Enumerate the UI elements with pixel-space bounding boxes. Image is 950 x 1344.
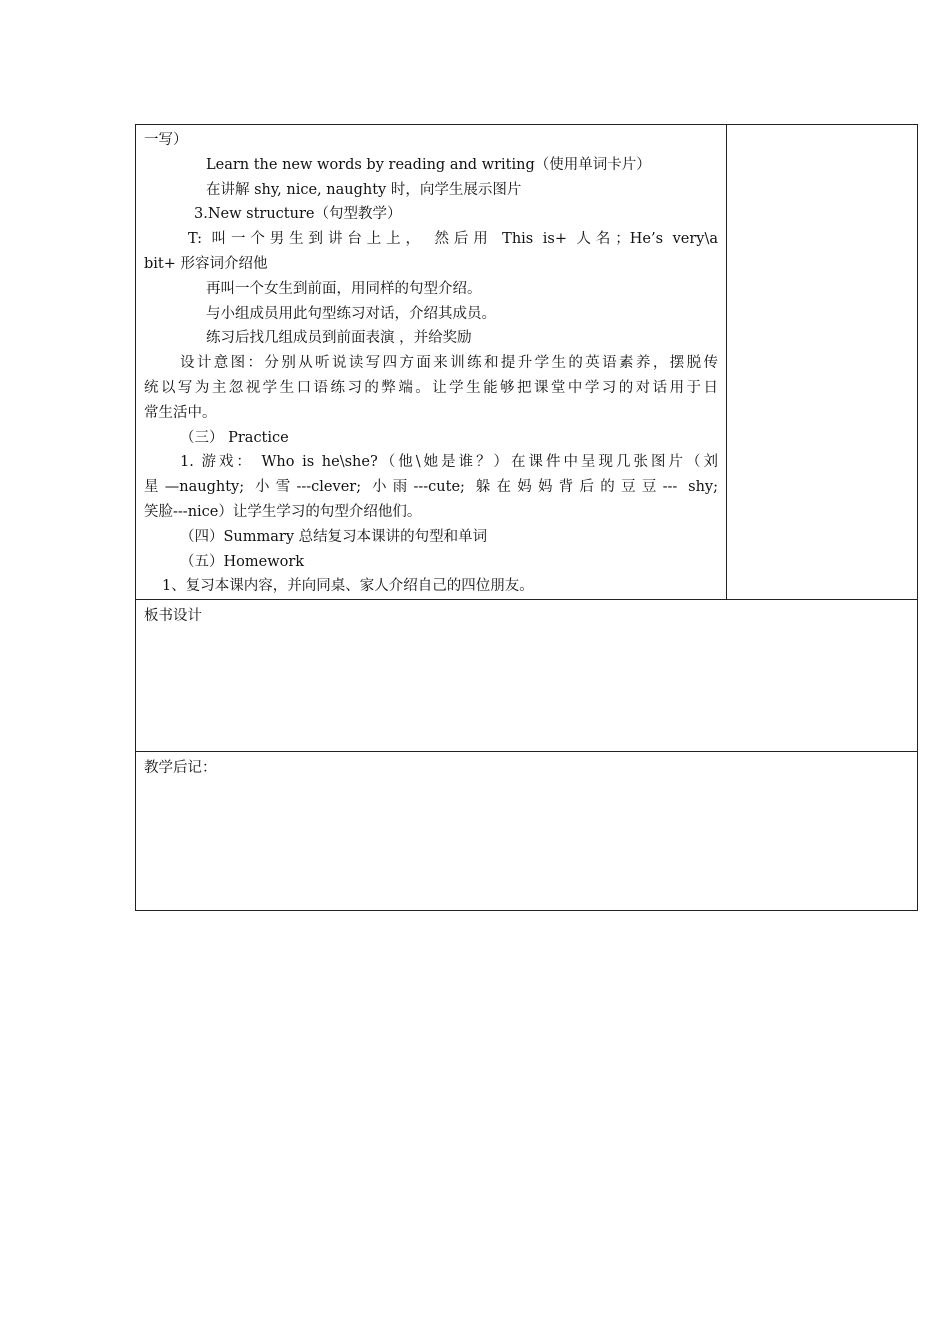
lesson-side-cell xyxy=(727,125,918,600)
lesson-line-5: T: 叫一个男生到讲台上上， 然后用 This is+ 人名；He’s very\a xyxy=(188,231,718,248)
lesson-line-6: bit+ 形容词介绍他 xyxy=(144,255,268,272)
lesson-line-2: Learn the new words by reading and writing（使用单词卡片） xyxy=(206,156,651,173)
lesson-line-1: 一写） xyxy=(144,132,188,148)
lesson-line-4: 3.New structure（句型教学） xyxy=(194,206,402,223)
teaching-notes-label: 教学后记： xyxy=(144,760,217,777)
summary-line: （四）Summary 总结复习本课讲的句型和单词 xyxy=(180,528,488,545)
design-intent-line-2: 统以写为主忽视学生口语练习的弊端。让学生能够把课堂中学习的对话用于日 xyxy=(144,379,718,396)
lesson-line-7: 再叫一个女生到前面，用同样的句型介绍。 xyxy=(206,280,482,297)
design-intent-line-1: 设计意图：分别从听说读写四方面来训练和提升学生的英语素养，摆脱传 xyxy=(180,355,718,372)
homework-heading: （五）Homework xyxy=(180,553,305,570)
lesson-line-8: 与小组成员用此句型练习对话，介绍其成员。 xyxy=(206,305,496,322)
board-design-row xyxy=(136,600,918,752)
board-design-label: 板书设计 xyxy=(144,608,202,625)
teaching-notes-cell xyxy=(136,752,918,911)
lesson-content-cell xyxy=(136,125,727,600)
lesson-content-row xyxy=(136,125,918,600)
practice-heading: （三） Practice xyxy=(180,429,289,446)
teaching-notes-row xyxy=(136,752,918,911)
practice-line-2: 星—naughty; 小雪---clever; 小雨---cute; 躲在妈妈背后的豆豆--- shy; xyxy=(144,479,718,496)
board-design-cell xyxy=(136,600,918,752)
practice-line-3: 笑脸---nice）让学生学习的句型介绍他们。 xyxy=(144,503,422,520)
practice-line-1: 1. 游戏： Who is he\she?（他\她是谁？）在课件中呈现几张图片（刘 xyxy=(180,454,718,471)
design-intent-line-3: 常生活中。 xyxy=(144,404,217,421)
lesson-line-9: 练习后找几组成员到前面表演 ，并给奖励 xyxy=(206,330,472,347)
lesson-line-3: 在讲解 shy, nice, naughty 时，向学生展示图片 xyxy=(206,181,522,198)
homework-line: 1、复习本课内容，并向同桌、家人介绍自己的四位朋友。 xyxy=(162,578,534,595)
lesson-plan-table xyxy=(135,124,918,911)
